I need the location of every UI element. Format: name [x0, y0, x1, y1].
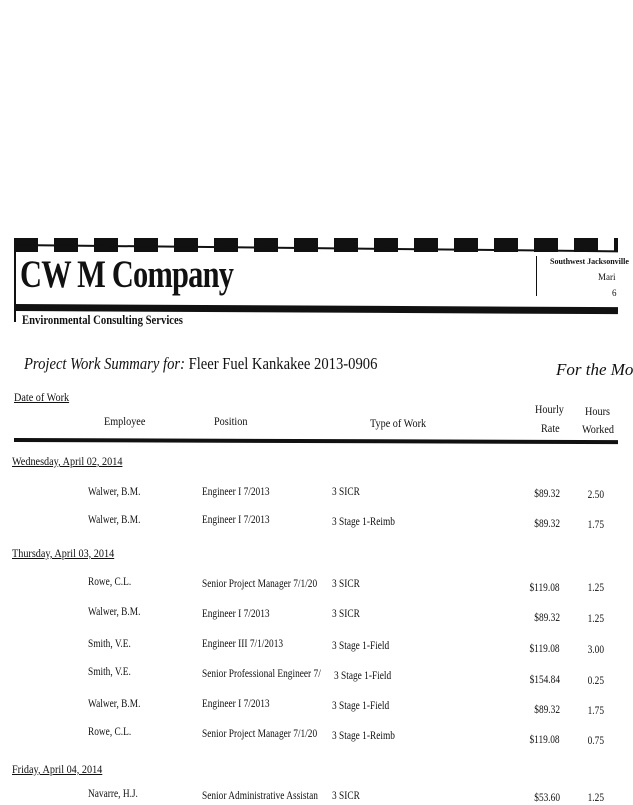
employee-cell: Smith, V.E.: [88, 664, 131, 678]
position-cell: Senior Administrative Assistan: [202, 788, 318, 802]
employee-cell: Navarre, H.J.: [88, 786, 138, 800]
address-line-3: 6: [612, 288, 617, 298]
hours-cell: 0.75: [587, 733, 604, 747]
hours-cell: 1.25: [587, 790, 604, 804]
position-cell: Senior Professional Engineer 7/: [202, 666, 321, 680]
column-hours-worked-1: Hours: [585, 404, 610, 418]
rate-cell: $119.08: [529, 580, 560, 594]
hours-cell: 0.25: [587, 673, 604, 687]
column-type-of-work: Type of Work: [370, 416, 427, 430]
position-cell: Engineer I 7/2013: [202, 696, 270, 710]
type-cell: 3 Stage 1-Field: [332, 698, 390, 712]
period-label: For the Mo: [556, 360, 633, 379]
rate-cell: $89.32: [534, 486, 560, 500]
rate-cell: $89.32: [534, 610, 560, 624]
hours-cell: 1.75: [587, 703, 604, 717]
position-cell: Engineer I 7/2013: [202, 606, 270, 620]
employee-cell: Walwer, B.M.: [88, 512, 141, 526]
rate-cell: $89.32: [534, 702, 560, 716]
company-name: CW M Company: [20, 253, 234, 296]
type-cell: 3 SICR: [332, 484, 360, 498]
summary-title: [24, 354, 377, 374]
employee-cell: Smith, V.E.: [88, 636, 131, 650]
column-hours-worked-2: Worked: [582, 422, 615, 436]
type-cell: 3 Stage 1-Reimb: [332, 514, 395, 528]
table-header-rule: [14, 438, 618, 444]
address-line-1: Southwest Jacksonville: [550, 257, 629, 266]
employee-cell: Walwer, B.M.: [88, 604, 141, 618]
position-cell: Senior Project Manager 7/1/20: [202, 576, 318, 590]
summary-label: Project Work Summary for:: [24, 354, 185, 373]
hours-cell: 1.25: [587, 611, 604, 625]
position-cell: Engineer III 7/1/2013: [202, 636, 284, 650]
hours-cell: 2.50: [587, 487, 604, 501]
employee-cell: Walwer, B.M.: [88, 484, 141, 498]
day-heading: Friday, April 04, 2014: [12, 762, 103, 776]
header-vertical-rule: [536, 256, 537, 296]
employee-cell: Walwer, B.M.: [88, 696, 141, 710]
type-cell: 3 Stage 1-Reimb: [332, 728, 395, 742]
day-heading: Wednesday, April 02, 2014: [12, 454, 123, 468]
hours-cell: 3.00: [587, 642, 604, 656]
type-cell: 3 SICR: [332, 576, 360, 590]
type-cell: 3 SICR: [332, 788, 360, 802]
column-position: Position: [214, 414, 248, 428]
rate-cell: $119.08: [529, 732, 560, 746]
rate-cell: $53.60: [534, 790, 560, 804]
date-of-work-header: Date of Work: [14, 390, 70, 404]
project-name: Fleer Fuel Kankakee 2013-0906: [188, 354, 378, 373]
position-cell: Senior Project Manager 7/1/20: [202, 726, 318, 740]
header-left-rule: [14, 252, 16, 322]
type-cell: 3 Stage 1-Field: [334, 668, 392, 682]
type-cell: 3 Stage 1-Field: [332, 638, 390, 652]
day-heading: Thursday, April 03, 2014: [12, 546, 115, 560]
address-line-2: Mari: [598, 272, 616, 282]
type-cell: 3 SICR: [332, 606, 360, 620]
position-cell: Engineer I 7/2013: [202, 484, 270, 498]
column-hourly-rate-2: Rate: [541, 421, 560, 435]
hours-cell: 1.75: [587, 517, 604, 531]
column-employee: Employee: [104, 414, 146, 428]
rate-cell: $89.32: [534, 516, 560, 530]
rate-cell: $154.84: [529, 672, 560, 686]
employee-cell: Rowe, C.L.: [88, 574, 132, 588]
column-hourly-rate-1: Hourly: [535, 402, 564, 416]
rate-cell: $119.08: [529, 641, 560, 655]
hours-cell: 1.25: [587, 580, 604, 594]
division-subtitle: Environmental Consulting Services: [22, 312, 183, 327]
employee-cell: Rowe, C.L.: [88, 724, 132, 738]
position-cell: Engineer I 7/2013: [202, 512, 270, 526]
